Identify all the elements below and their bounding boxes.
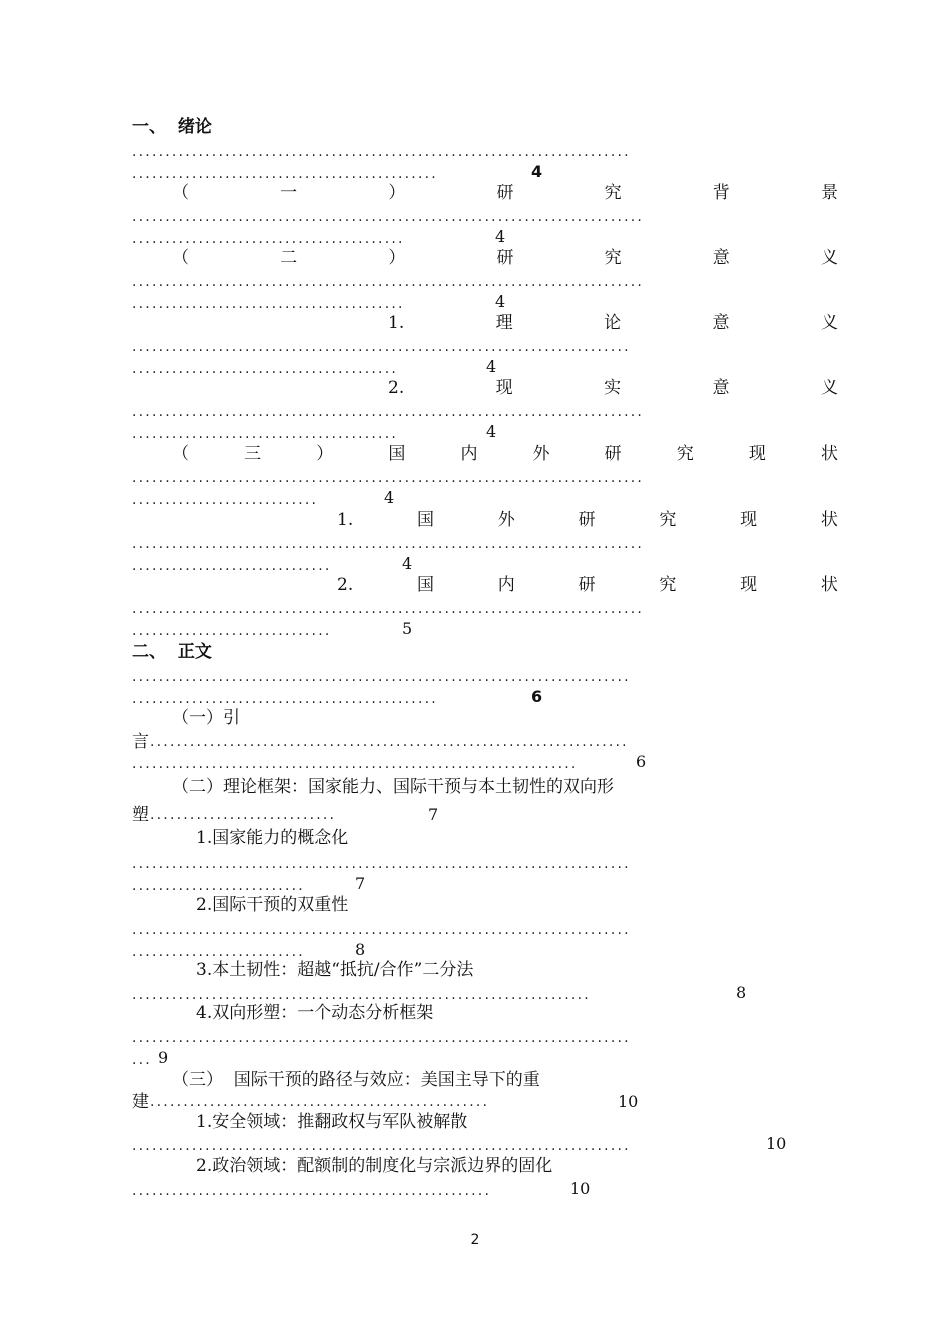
toc-entry-research-status: （ 三 ） 国 内 外 研 究 现 状 — [172, 444, 838, 464]
toc-page-number: 9 — [158, 1048, 169, 1067]
toc-page-number: 10 — [766, 1134, 787, 1153]
toc-entry-intervention-duality: 2.国际干预的双重性 — [196, 895, 349, 915]
toc-page-number: 4 — [384, 488, 395, 507]
toc-dot-leader: ........................................................................ — [150, 734, 629, 750]
toc-entry-theoretical-significance: 1. 理 论 意 义 — [388, 313, 838, 333]
toc-dot-leader: ......................................... — [132, 296, 405, 312]
toc-page-number: 7 — [355, 874, 366, 893]
toc-dot-leader: ............................................................................. — [132, 601, 645, 617]
toc-chapter-1-title: 一、 绪论 — [132, 117, 212, 137]
toc-page-number: 4 — [531, 162, 543, 181]
toc-entry-theoretical-framework: （二）理论框架：国家能力、国际干预与本土韧性的双向形 — [172, 777, 614, 797]
toc-dot-leader: ........................................................................... — [132, 922, 631, 938]
toc-dot-leader: ..................................................................... — [132, 987, 591, 1003]
toc-page-number: 8 — [355, 940, 366, 959]
toc-dot-leader: ............................ — [132, 492, 319, 508]
toc-dot-leader: ........................................................................... — [132, 669, 631, 685]
toc-dot-leader: .......................... — [132, 878, 305, 894]
toc-page-number: 6 — [636, 752, 647, 771]
toc-entry-research-background: （ 一 ） 研 究 背 景 — [172, 183, 838, 203]
toc-dot-leader: ...................................................... — [132, 1183, 492, 1199]
toc-dot-leader: ........................................................................... — [132, 144, 631, 160]
toc-dot-leader: ................................................... — [150, 1094, 490, 1110]
toc-dot-leader: .............................. — [132, 558, 332, 574]
toc-entry-intervention-paths: （三） 国际干预的路径与效应：美国主导下的重 — [172, 1070, 540, 1090]
toc-entry-introduction: （一）引 — [172, 708, 240, 728]
toc-page-number: 4 — [486, 357, 497, 376]
toc-dot-leader: .............................................. — [132, 166, 438, 182]
toc-dot-leader: .......................... — [132, 944, 305, 960]
toc-page-number: 4 — [495, 227, 506, 246]
toc-dot-leader: .............................................. — [132, 691, 438, 707]
toc-entry-state-capacity: 1.国家能力的概念化 — [196, 828, 349, 848]
toc-entry-practical-significance: 2. 现 实 意 义 — [388, 378, 838, 398]
toc-dot-leader: ............................................................................. — [132, 536, 645, 552]
toc-page-number: 8 — [736, 983, 747, 1002]
toc-page-number: 5 — [402, 619, 413, 638]
toc-entry-domestic-research: 2. 国 内 研 究 现 状 — [337, 575, 838, 595]
toc-dot-leader: ........................................................................... — [132, 1138, 631, 1154]
toc-entry-research-significance: （ 二 ） 研 究 意 义 — [172, 248, 838, 268]
toc-dot-leader: ......................................... — [132, 231, 405, 247]
toc-entry-security-domain: 1.安全领域：推翻政权与军队被解散 — [196, 1112, 468, 1132]
toc-dot-leader: ............................................................................. — [132, 209, 645, 225]
toc-page-number: 7 — [428, 805, 439, 824]
toc-dot-leader: ............................................................................. — [132, 274, 645, 290]
toc-dot-leader: ........................................ — [132, 426, 399, 442]
toc-dot-leader: ............................ — [150, 807, 337, 823]
toc-entry-introduction-cont: 言 — [132, 732, 149, 752]
toc-entry-political-domain: 2.政治领域：配额制的制度化与宗派边界的固化 — [196, 1156, 553, 1176]
toc-dot-leader: ............................................................................. — [132, 470, 645, 486]
toc-page-number: 10 — [570, 1179, 591, 1198]
toc-entry-theoretical-framework-cont: 塑 — [132, 805, 149, 825]
toc-page-number: 4 — [495, 292, 506, 311]
page-footer-number: 2 — [470, 1232, 480, 1248]
toc-entry-foreign-research: 1. 国 外 研 究 现 状 — [337, 510, 838, 530]
toc-dot-leader: ........................................ — [132, 361, 399, 377]
toc-dot-leader: ................................................................... — [132, 756, 578, 772]
toc-page-number: 4 — [402, 554, 413, 573]
toc-dot-leader: ........................................................................... — [132, 339, 631, 355]
toc-entry-intervention-paths-cont: 建 — [132, 1092, 149, 1112]
toc-entry-two-way-shaping: 4.双向形塑：一个动态分析框架 — [196, 1003, 434, 1023]
toc-entry-local-resilience: 3.本土韧性：超越“抵抗/合作”二分法 — [196, 960, 474, 980]
toc-dot-leader: ... — [132, 1052, 152, 1068]
toc-dot-leader: ........................................................................... — [132, 1030, 631, 1046]
toc-page-number: 10 — [618, 1092, 639, 1111]
toc-dot-leader: ............................................................................. — [132, 404, 645, 420]
toc-dot-leader: .............................. — [132, 623, 332, 639]
toc-chapter-2-title: 二、 正文 — [132, 642, 212, 662]
toc-page-number: 4 — [486, 422, 497, 441]
toc-page-number: 6 — [531, 687, 543, 706]
toc-dot-leader: ........................................................................... — [132, 856, 631, 872]
